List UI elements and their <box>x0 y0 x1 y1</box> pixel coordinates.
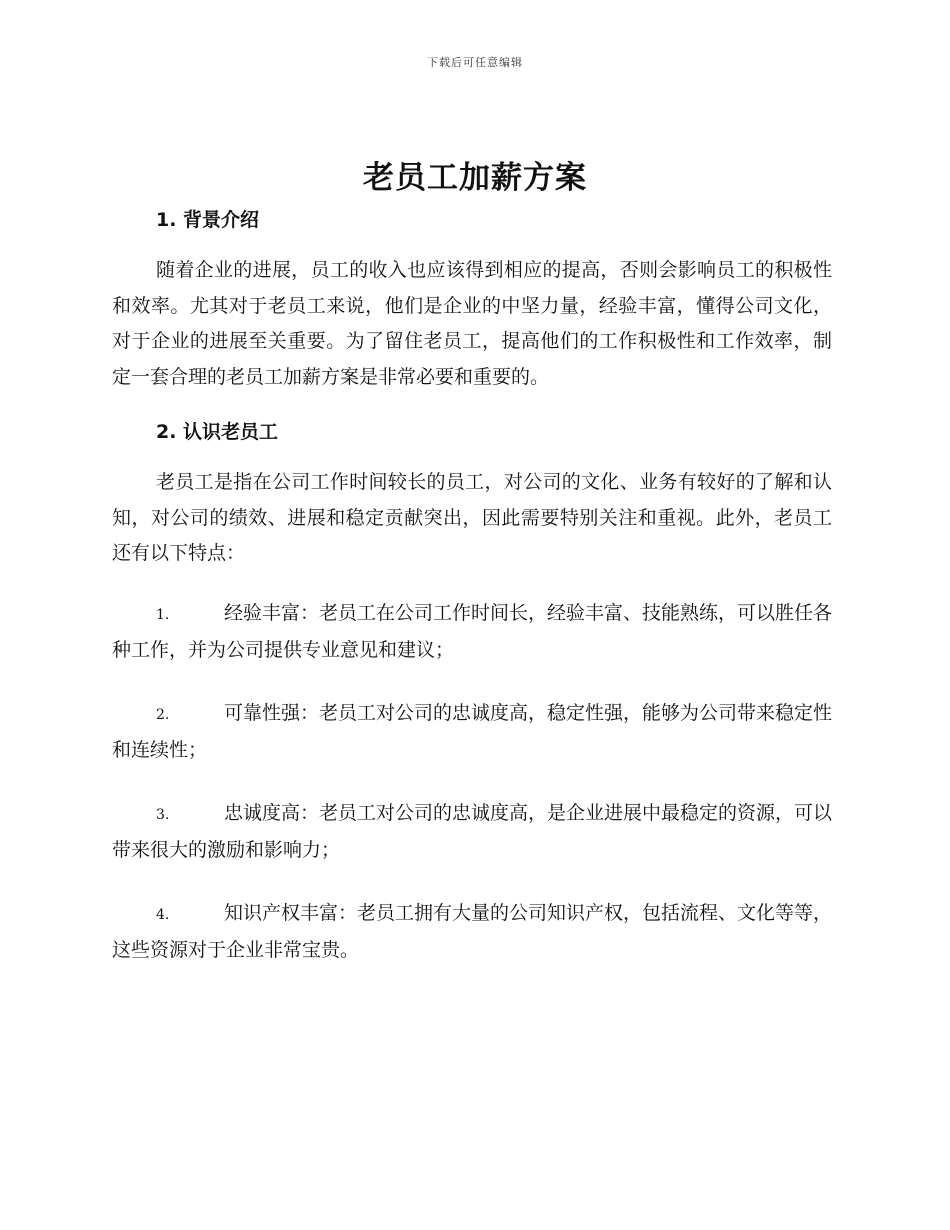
list-item <box>112 596 832 669</box>
list-item <box>112 896 832 969</box>
section-paragraph-background: 随着企业的进展，员工的收入也应该得到相应的提高，否则会影响员工的积极性和效率。尤其对于老员工来说，他们是企业的中坚力量，经验丰富，懂得公司文化，对于企业的进展至关重要。为了留住老员工，提高他们的工作积极性和工作效率，制定一套合理的老员工加薪方案是非常必要和重要的。 <box>112 259 832 388</box>
section-paragraph-know-veterans: 老员工是指在公司工作时间较长的员工，对公司的文化、业务有较好的了解和认知，对公司的绩效、进展和稳定贡献突出，因此需要特别关注和重视。此外，老员工还有以下特点： <box>112 471 832 564</box>
list-item-text: 经验丰富：老员工在公司工作时间长，经验丰富、技能熟练，可以胜任各种工作，并为公司提供专业意见和建议； <box>112 601 833 661</box>
section-heading-background: 1. 背景介绍 <box>156 209 260 231</box>
list-item-text: 知识产权丰富：老员工拥有大量的公司知识产权，包括流程、文化等等，这些资源对于企业非常宝贵。 <box>112 901 833 961</box>
section-heading-know-veterans: 2. 认识老员工 <box>156 421 279 443</box>
document-body <box>112 205 832 969</box>
list-item-number: 3. <box>156 806 170 823</box>
list-item-number: 2. <box>156 706 170 723</box>
traits-list <box>112 596 832 969</box>
list-item-text: 可靠性强：老员工对公司的忠诚度高，稳定性强，能够为公司带来稳定性和连续性； <box>112 701 833 761</box>
document-title: 老员工加薪方案 <box>363 160 587 196</box>
list-item-number: 1. <box>156 606 170 623</box>
list-item <box>112 796 832 869</box>
list-item-number: 4. <box>156 906 170 923</box>
header-note: 下载后可任意编辑 <box>427 56 523 69</box>
list-item-text: 忠诚度高：老员工对公司的忠诚度高，是企业进展中最稳定的资源，可以带来很大的激励和影响力； <box>112 801 833 861</box>
list-item <box>112 696 832 769</box>
